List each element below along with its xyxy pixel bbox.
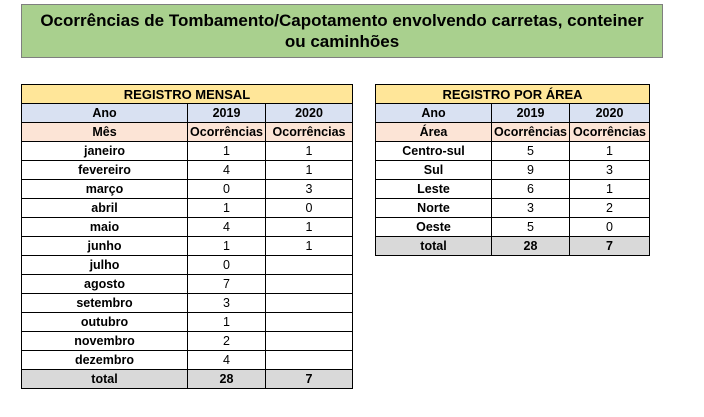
monthly-row xyxy=(22,313,353,332)
monthly-cell-v2020 xyxy=(266,275,353,294)
area-row xyxy=(376,161,650,180)
monthly-cell-v2020 xyxy=(266,351,353,370)
monthly-cell-label: maio xyxy=(22,218,188,237)
monthly-cell-v2020 xyxy=(266,294,353,313)
monthly-table xyxy=(21,84,353,389)
area-year-2020: 2020 xyxy=(570,104,650,123)
area-cell-label: Leste xyxy=(376,180,492,199)
monthly-total-v2020: 7 xyxy=(266,370,353,389)
monthly-cell-v2020 xyxy=(266,256,353,275)
monthly-cell-v2019: 4 xyxy=(188,351,266,370)
monthly-row xyxy=(22,142,353,161)
monthly-cell-v2019: 0 xyxy=(188,180,266,199)
area-table-title: REGISTRO POR ÁREA xyxy=(376,85,650,104)
area-cell-v2020: 1 xyxy=(570,142,650,161)
monthly-year-2019: 2019 xyxy=(188,104,266,123)
monthly-cell-v2019: 3 xyxy=(188,294,266,313)
monthly-cell-label: dezembro xyxy=(22,351,188,370)
area-cell-label: Norte xyxy=(376,199,492,218)
monthly-header-row xyxy=(22,123,353,142)
area-total-v2020: 7 xyxy=(570,237,650,256)
monthly-cell-v2020: 1 xyxy=(266,237,353,256)
area-total-row xyxy=(376,237,650,256)
monthly-cell-label: julho xyxy=(22,256,188,275)
monthly-row xyxy=(22,218,353,237)
monthly-occ-2019: Ocorrências xyxy=(188,123,266,142)
area-ano-label: Ano xyxy=(376,104,492,123)
monthly-row xyxy=(22,199,353,218)
monthly-cell-v2020 xyxy=(266,332,353,351)
monthly-table-title: REGISTRO MENSAL xyxy=(22,85,353,104)
monthly-row xyxy=(22,256,353,275)
monthly-cell-v2019: 1 xyxy=(188,313,266,332)
monthly-cell-v2019: 4 xyxy=(188,161,266,180)
area-row xyxy=(376,142,650,161)
monthly-ano-label: Ano xyxy=(22,104,188,123)
monthly-cell-v2019: 0 xyxy=(188,256,266,275)
monthly-year-2020: 2020 xyxy=(266,104,353,123)
area-row xyxy=(376,180,650,199)
monthly-row xyxy=(22,351,353,370)
monthly-cell-v2020: 1 xyxy=(266,218,353,237)
area-cell-v2020: 0 xyxy=(570,218,650,237)
monthly-cell-label: outubro xyxy=(22,313,188,332)
area-cell-label: Oeste xyxy=(376,218,492,237)
monthly-cell-v2020: 0 xyxy=(266,199,353,218)
monthly-row xyxy=(22,332,353,351)
monthly-mes-label: Mês xyxy=(22,123,188,142)
area-cell-v2019: 5 xyxy=(492,142,570,161)
monthly-cell-label: junho xyxy=(22,237,188,256)
monthly-cell-v2020: 1 xyxy=(266,142,353,161)
monthly-row xyxy=(22,237,353,256)
page-title: Ocorrências de Tombamento/Capotamento envolvendo carretas, conteiner ou caminhões xyxy=(21,4,663,58)
area-cell-v2019: 6 xyxy=(492,180,570,199)
monthly-occ-2020: Ocorrências xyxy=(266,123,353,142)
monthly-total-label: total xyxy=(22,370,188,389)
area-table xyxy=(375,84,650,256)
monthly-cell-label: novembro xyxy=(22,332,188,351)
monthly-row xyxy=(22,275,353,294)
monthly-cell-label: setembro xyxy=(22,294,188,313)
monthly-cell-label: março xyxy=(22,180,188,199)
monthly-year-row xyxy=(22,104,353,123)
area-area-label: Área xyxy=(376,123,492,142)
monthly-cell-label: abril xyxy=(22,199,188,218)
monthly-cell-v2020: 3 xyxy=(266,180,353,199)
area-cell-v2020: 3 xyxy=(570,161,650,180)
monthly-cell-v2019: 2 xyxy=(188,332,266,351)
monthly-total-v2019: 28 xyxy=(188,370,266,389)
monthly-cell-v2019: 4 xyxy=(188,218,266,237)
area-total-v2019: 28 xyxy=(492,237,570,256)
monthly-row xyxy=(22,180,353,199)
monthly-cell-label: agosto xyxy=(22,275,188,294)
monthly-cell-v2019: 1 xyxy=(188,237,266,256)
area-cell-v2019: 9 xyxy=(492,161,570,180)
area-cell-v2019: 5 xyxy=(492,218,570,237)
monthly-cell-label: janeiro xyxy=(22,142,188,161)
monthly-title-row xyxy=(22,85,353,104)
area-cell-label: Centro-sul xyxy=(376,142,492,161)
area-occ-2020: Ocorrências xyxy=(570,123,650,142)
monthly-cell-v2019: 1 xyxy=(188,199,266,218)
area-year-row xyxy=(376,104,650,123)
area-row xyxy=(376,199,650,218)
area-total-label: total xyxy=(376,237,492,256)
monthly-cell-v2019: 7 xyxy=(188,275,266,294)
monthly-row xyxy=(22,161,353,180)
monthly-total-row xyxy=(22,370,353,389)
area-year-2019: 2019 xyxy=(492,104,570,123)
area-cell-v2020: 1 xyxy=(570,180,650,199)
area-cell-v2020: 2 xyxy=(570,199,650,218)
monthly-cell-v2020 xyxy=(266,313,353,332)
area-title-row xyxy=(376,85,650,104)
monthly-cell-v2019: 1 xyxy=(188,142,266,161)
area-row xyxy=(376,218,650,237)
monthly-cell-label: fevereiro xyxy=(22,161,188,180)
area-occ-2019: Ocorrências xyxy=(492,123,570,142)
area-cell-label: Sul xyxy=(376,161,492,180)
monthly-row xyxy=(22,294,353,313)
area-header-row xyxy=(376,123,650,142)
monthly-cell-v2020: 1 xyxy=(266,161,353,180)
area-cell-v2019: 3 xyxy=(492,199,570,218)
